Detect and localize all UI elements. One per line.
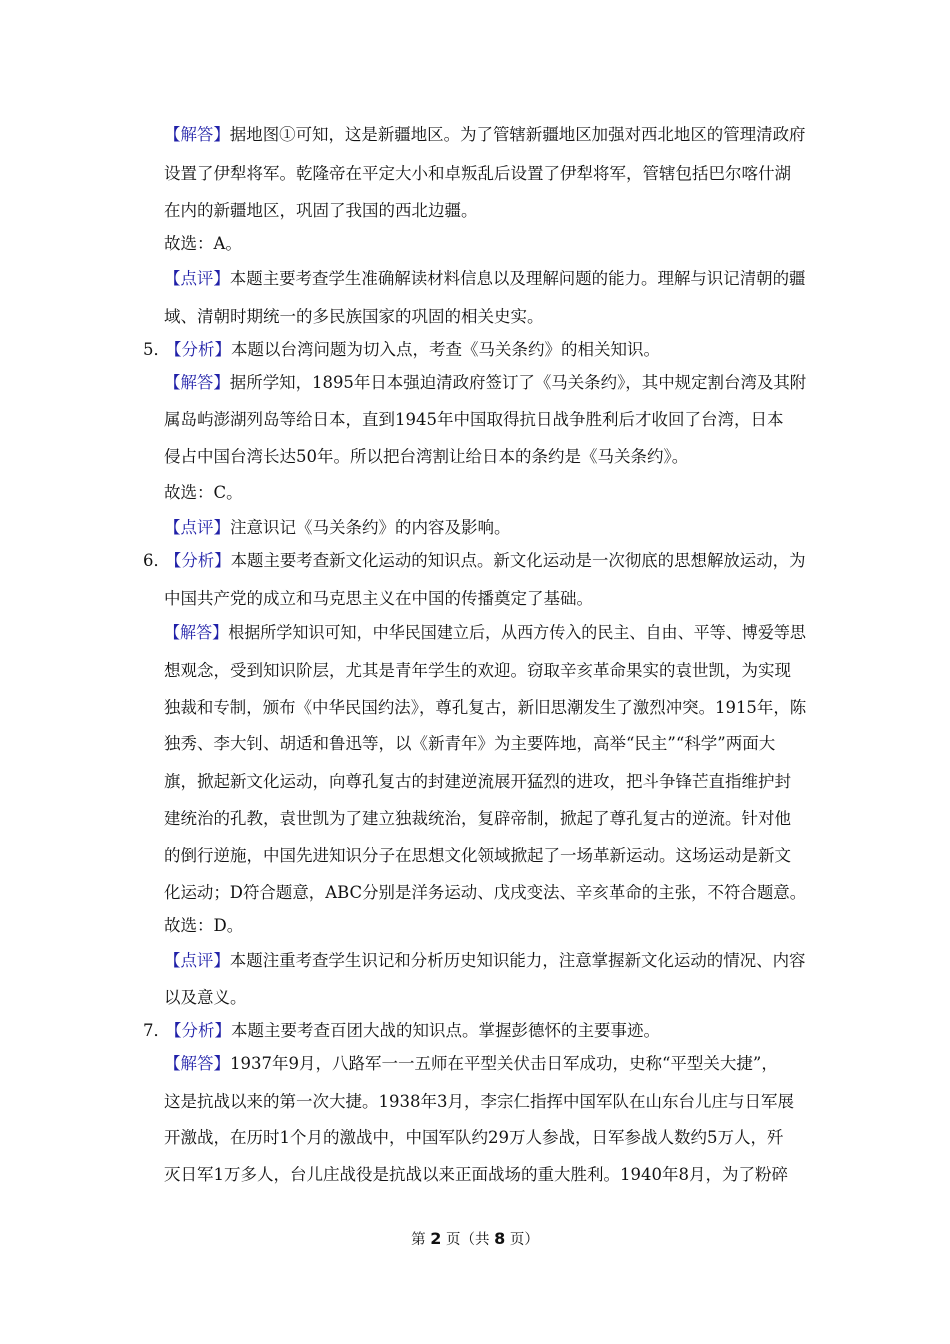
text-line	[164, 882, 806, 904]
text-line	[164, 268, 806, 290]
section-tag: 【分析】	[164, 551, 231, 570]
line-text: 旗，掀起新文化运动，向尊孔复古的封建逆流展开猛烈的进攻，把斗争锋芒直指维护封	[164, 772, 791, 791]
text-line	[143, 339, 660, 361]
section-tag: 【解答】	[164, 373, 230, 392]
text-line	[164, 808, 791, 830]
text-line	[164, 622, 806, 644]
line-text: 本题注重考查学生识记和分析历史知识能力，注意掌握新文化运动的情况、内容	[229, 951, 806, 970]
line-text: 设置了伊犁将军。乾隆帝在平定大小和卓叛乱后设置了伊犁将军，管辖包括巴尔喀什湖	[164, 164, 791, 183]
text-line	[164, 950, 806, 972]
text-line	[164, 845, 791, 867]
line-text: 注意识记《马关条约》的内容及影响。	[230, 518, 511, 537]
line-text: 本题主要考查新文化运动的知识点。新文化运动是一次彻底的思想解放运动，为	[230, 551, 806, 570]
text-line	[164, 915, 243, 937]
text-line	[164, 987, 247, 1009]
text-line	[164, 697, 806, 719]
text-line	[164, 733, 775, 755]
line-text: 的倒行逆施，中国先进知识分子在思想文化领域掀起了一场革新运动。这场运动是新文	[164, 846, 791, 865]
text-line	[164, 446, 688, 468]
text-line	[164, 660, 791, 682]
line-text: 根据所学知识可知，中华民国建立后，从西方传入的民主、自由、平等、博爱等思	[228, 623, 806, 642]
line-text: 本题以台湾问题为切入点，考查《马关条约》的相关知识。	[231, 340, 660, 359]
footer-suffix: 页）	[509, 1232, 539, 1248]
text-line	[164, 1127, 784, 1149]
question-number: 7．	[143, 1021, 170, 1040]
text-line	[164, 409, 784, 431]
text-line	[164, 771, 791, 793]
line-text: 以及意义。	[164, 988, 247, 1007]
text-line	[164, 1164, 788, 1186]
line-text: 建统治的孔教，袁世凯为了建立独裁统治，复辟帝制，掀起了尊孔复古的逆流。针对他	[164, 809, 791, 828]
line-text: 独秀、李大钊、胡适和鲁迅等，以《新青年》为主要阵地，高举“民主”“科学”两面大	[164, 734, 776, 753]
line-text: 据所学知，1895年日本强迫清政府签订了《马关条约》，其中规定割台湾及其附	[229, 373, 807, 392]
footer-total-pages: 8	[494, 1229, 506, 1248]
section-tag: 【解答】	[164, 125, 230, 144]
text-line	[143, 1020, 660, 1042]
section-tag: 【分析】	[165, 1021, 231, 1040]
text-line	[164, 200, 478, 222]
line-text: 这是抗战以来的第一次大捷。1938年3月，李宗仁指挥中国军队在山东台儿庄与日军展	[164, 1092, 794, 1111]
footer-prefix: 第	[411, 1232, 426, 1248]
text-line	[164, 482, 243, 504]
footer-page-number: 2	[430, 1229, 442, 1248]
line-text: 属岛屿澎湖列岛等给日本，直到1945年中国取得抗日战争胜利后才收回了台湾，日本	[164, 410, 784, 429]
section-tag: 【解答】	[164, 1054, 230, 1073]
section-tag: 【点评】	[164, 518, 230, 537]
text-line	[164, 588, 593, 610]
section-tag: 【点评】	[164, 269, 230, 288]
line-text: 独裁和专制，颁布《中华民国约法》，尊孔复古，新旧思潮发生了激烈冲突。1915年，陈	[164, 698, 807, 717]
line-text: 侵占中国台湾长达50年。所以把台湾割让给日本的条约是《马关条约》。	[164, 447, 689, 466]
line-text: 故选：C。	[164, 483, 243, 502]
text-line	[143, 550, 806, 572]
question-number: 6．	[143, 551, 170, 570]
section-tag: 【解答】	[164, 623, 229, 642]
text-line	[164, 163, 791, 185]
line-text: 故选：D。	[164, 916, 244, 935]
line-text: 域、清朝时期统一的多民族国家的巩固的相关史实。	[164, 307, 544, 326]
line-text: 1937年9月，八路军一一五师在平型关伏击日军成功，史称“平型关大捷”，	[230, 1054, 778, 1073]
line-text: 在内的新疆地区，巩固了我国的西北边疆。	[164, 201, 478, 220]
text-line	[164, 306, 544, 328]
line-text: 本题主要考查学生准确解读材料信息以及理解问题的能力。理解与识记清朝的疆	[229, 269, 806, 288]
line-text: 本题主要考查百团大战的知识点。掌握彭德怀的主要事迹。	[231, 1021, 660, 1040]
text-line	[164, 1053, 778, 1075]
text-line	[164, 124, 806, 146]
line-text: 故选：A。	[164, 234, 242, 253]
question-number: 5．	[143, 340, 170, 359]
line-text: 化运动；D符合题意，ABC分别是洋务运动、戊戌变法、辛亥革命的主张，不符合题意。	[164, 883, 807, 902]
text-line	[164, 517, 511, 539]
section-tag: 【点评】	[164, 951, 230, 970]
line-text: 据地图①可知，这是新疆地区。为了管辖新疆地区加强对西北地区的管理清政府	[229, 125, 806, 144]
line-text: 灭日军1万多人，台儿庄战役是抗战以来正面战场的重大胜利。1940年8月，为了粉碎	[164, 1165, 788, 1184]
text-line	[164, 372, 806, 394]
footer-middle: 页（共	[446, 1232, 490, 1248]
line-text: 中国共产党的成立和马克思主义在中国的传播奠定了基础。	[164, 589, 593, 608]
section-tag: 【分析】	[165, 340, 231, 359]
text-line	[164, 1091, 794, 1113]
page-footer	[0, 1228, 950, 1249]
line-text: 开激战，在历时1个月的激战中，中国军队约29万人参战，日军参战人数约5万人，歼	[164, 1128, 784, 1147]
text-line	[164, 233, 242, 255]
line-text: 想观念，受到知识阶层，尤其是青年学生的欢迎。窃取辛亥革命果实的袁世凯，为实现	[164, 661, 791, 680]
